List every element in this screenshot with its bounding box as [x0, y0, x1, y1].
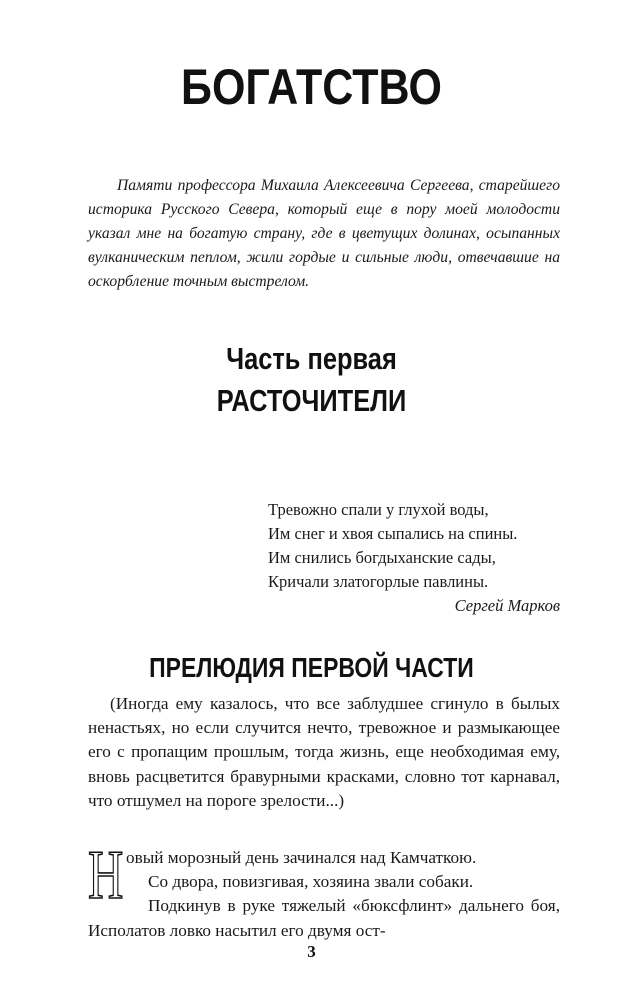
- epigraph-line: Кричали златогорлые павлины.: [268, 572, 489, 591]
- part-number-label: Часть первая: [226, 341, 397, 376]
- prelude-title: ПРЕЛЮДИЯ ПЕРВОЙ ЧАСТИ: [149, 652, 474, 683]
- drop-cap: Н: [88, 837, 124, 914]
- epigraph-line: Им снег и хвоя сыпались на спины.: [268, 524, 518, 543]
- epigraph-author: Сергей Марков: [454, 596, 560, 615]
- story-text: [88, 837, 560, 943]
- epigraph-line: Тревожно спали у глухой воды,: [268, 500, 489, 519]
- book-title: БОГАТСТВО: [181, 59, 442, 115]
- epigraph: [268, 498, 560, 618]
- dedication: Памяти профессора Михаила Алексеевича Сергеева, старейшего историка Русского Севера, который еще в пору моей молодости указал мне на богатую страну, где в цветущих долинах, осыпанных вулканическим пеплом, жили гордые и сильные люди, отвечавшие на оскорбление точным выстрелом.: [88, 177, 560, 290]
- story-paragraph: овый морозный день зачинался над Камчаткою.: [126, 848, 477, 867]
- part-title: РАСТОЧИТЕЛИ: [216, 383, 407, 418]
- part-heading: [56, 338, 567, 422]
- epigraph-line: Им снились богдыханские сады,: [268, 548, 496, 567]
- story-paragraph: Со двора, повизгивая, хозяина звали собаки.: [148, 872, 474, 892]
- page-number: 3: [307, 942, 316, 961]
- story-paragraph: Подкинув в руке тяжелый «бюксфлинт» дальнего боя, Исполатов ловко насытил его двумя ост-: [88, 896, 560, 940]
- prelude-text: (Иногда ему казалось, что все заблудшее сгинуло в былых ненастьях, но если случится нечто, тревожное и размыкающее его с пропащим прошлым, тогда жизнь, еще необходимая ему, вновь расцветится бравурными красками, словно тот карнавал, что отшумел на пороге зрелости...): [88, 694, 560, 810]
